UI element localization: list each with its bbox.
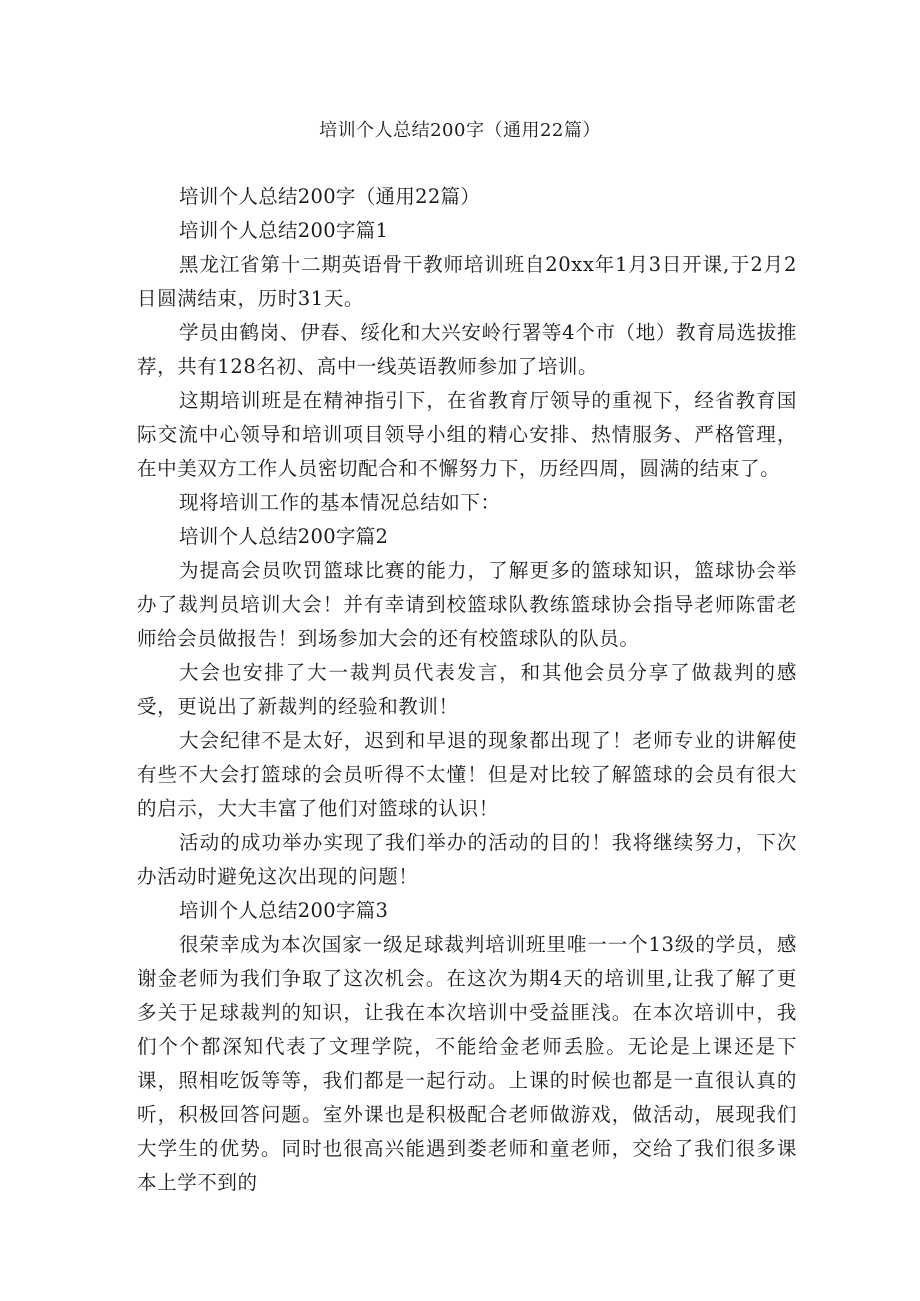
body-paragraph: 这期培训班是在精神指引下，在省教育厅领导的重视下，经省教育国际交流中心领导和培训项目领导小组的精心安排、热情服务、严格管理，在中美双方工作人员密切配合和不懈努力下，历经四周，圆满的结束了。 (137, 389, 797, 480)
section-heading: 培训个人总结200字（通用22篇） (179, 185, 481, 208)
body-paragraph: 学员由鹤岗、伊春、绥化和大兴安岭行署等4个市（地）教育局选拔推荐，共有128名初、高中一线英语教师参加了培训。 (137, 321, 797, 378)
body-paragraph: 很荣幸成为本次国家一级足球裁判培训班里唯一一个13级的学员，感谢金老师为我们争取了这次机会。在这次为期4天的培训里,让我了解了更多关于足球裁判的知识，让我在本次培训中受益匪浅。在本次培训中，我们个个都深知代表了文理学院，不能给金老师丢脸。无论是上课还是下课，照相吃饭等等，我们都是一起行动。上课的时候也都是一直很认真的听，积极回答问题。室外课也是积极配合老师做游戏，做活动，展现我们大学生的优势。同时也很高兴能遇到娄老师和童老师，交给了我们很多课本上学不到的 (137, 933, 797, 1194)
body-paragraph: 大会纪律不是太好，迟到和早退的现象都出现了！老师专业的讲解使有些不大会打篮球的会员听得不太懂！但是对比较了解篮球的会员有很大的启示，大大丰富了他们对篮球的认识！ (137, 729, 797, 820)
section-heading: 培训个人总结200字篇1 (179, 219, 389, 242)
section-heading: 培训个人总结200字篇2 (179, 525, 389, 548)
document-title: 培训个人总结200字（通用22篇） (319, 120, 601, 141)
body-paragraph: 活动的成功举办实现了我们举办的活动的目的！我将继续努力，下次办活动时避免这次出现的问题！ (137, 831, 797, 888)
body-paragraph: 为提高会员吹罚篮球比赛的能力，了解更多的篮球知识，篮球协会举办了裁判员培训大会！并有幸请到校篮球队教练篮球协会指导老师陈雷老师给会员做报告！到场参加大会的还有校篮球队的队员。 (137, 559, 797, 650)
body-paragraph: 黑龙江省第十二期英语骨干教师培训班自20xx年1月3日开课,于2月2日圆满结束，历时31天。 (137, 253, 797, 310)
section-heading: 培训个人总结200字篇3 (179, 899, 389, 922)
document-body (137, 180, 797, 1200)
body-paragraph: 大会也安排了大一裁判员代表发言，和其他会员分享了做裁判的感受，更说出了新裁判的经验和教训！ (137, 661, 797, 718)
body-paragraph: 现将培训工作的基本情况总结如下： (179, 491, 501, 514)
